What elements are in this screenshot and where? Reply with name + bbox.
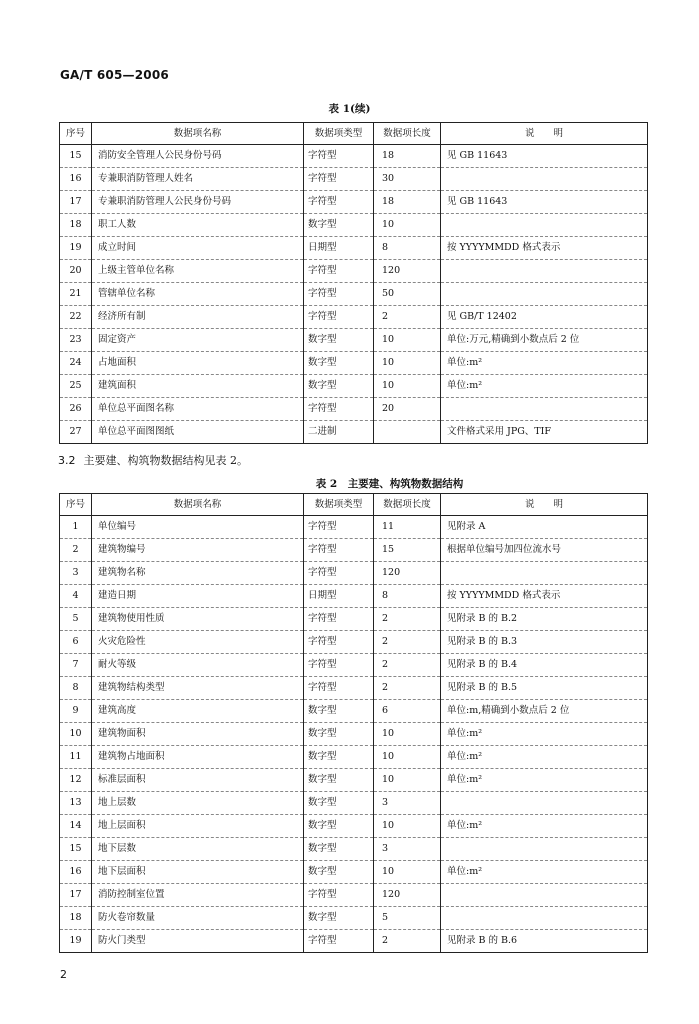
description-cell: 单位:m²	[441, 723, 648, 746]
table-row	[60, 168, 648, 191]
field-name-cell: 单位总平面图名称	[92, 398, 304, 421]
description-cell: 按 YYYYMMDD 格式表示	[441, 585, 648, 608]
field-length-cell: 30	[374, 168, 441, 191]
section-number: 3.2	[58, 454, 76, 467]
description-cell: 见 GB/T 12402	[441, 306, 648, 329]
description-cell	[441, 562, 648, 585]
row-number-cell: 10	[60, 723, 92, 746]
field-type-cell: 数字型	[304, 815, 374, 838]
standard-number: GA/T 605—2006	[60, 68, 169, 82]
table-row	[60, 375, 648, 398]
row-number-cell: 19	[60, 237, 92, 260]
field-name-cell: 单位总平面图图纸	[92, 421, 304, 444]
row-number-cell: 20	[60, 260, 92, 283]
table-row	[60, 677, 648, 700]
row-number-cell: 1	[60, 516, 92, 539]
field-type-cell: 数字型	[304, 352, 374, 375]
field-type-cell: 数字型	[304, 214, 374, 237]
table-row	[60, 283, 648, 306]
table1-caption: 表 1(续)	[328, 103, 371, 115]
table-row	[60, 907, 648, 930]
field-name-cell: 建筑物结构类型	[92, 677, 304, 700]
row-number-cell: 12	[60, 769, 92, 792]
field-name-cell: 建筑物占地面积	[92, 746, 304, 769]
table-row	[60, 700, 648, 723]
field-type-cell: 数字型	[304, 329, 374, 352]
row-number-cell: 18	[60, 907, 92, 930]
field-type-cell: 字符型	[304, 930, 374, 953]
field-length-cell: 10	[374, 352, 441, 375]
field-length-cell: 10	[374, 769, 441, 792]
table-row	[60, 145, 648, 168]
field-name-cell: 占地面积	[92, 352, 304, 375]
field-length-cell: 18	[374, 145, 441, 168]
field-name-cell: 管辖单位名称	[92, 283, 304, 306]
row-number-cell: 16	[60, 168, 92, 191]
field-length-cell: 11	[374, 516, 441, 539]
description-cell: 单位:m²	[441, 375, 648, 398]
field-type-cell: 字符型	[304, 562, 374, 585]
column-header: 序号	[60, 123, 92, 145]
table-row	[60, 260, 648, 283]
description-cell: 见附录 A	[441, 516, 648, 539]
field-length-cell: 10	[374, 214, 441, 237]
table-row	[60, 815, 648, 838]
table-row	[60, 654, 648, 677]
table-row	[60, 884, 648, 907]
row-number-cell: 17	[60, 191, 92, 214]
row-number-cell: 16	[60, 861, 92, 884]
field-name-cell: 防火门类型	[92, 930, 304, 953]
description-cell	[441, 168, 648, 191]
field-length-cell: 18	[374, 191, 441, 214]
row-number-cell: 6	[60, 631, 92, 654]
table-row	[60, 746, 648, 769]
table-row	[60, 769, 648, 792]
field-type-cell: 日期型	[304, 237, 374, 260]
column-header: 序号	[60, 494, 92, 516]
description-cell: 见附录 B 的 B.4	[441, 654, 648, 677]
field-type-cell: 字符型	[304, 884, 374, 907]
field-name-cell: 防火卷帘数量	[92, 907, 304, 930]
field-type-cell: 数字型	[304, 861, 374, 884]
field-name-cell: 建筑物使用性质	[92, 608, 304, 631]
row-number-cell: 13	[60, 792, 92, 815]
field-name-cell: 建筑高度	[92, 700, 304, 723]
field-name-cell: 地上层数	[92, 792, 304, 815]
field-length-cell: 3	[374, 792, 441, 815]
row-number-cell: 19	[60, 930, 92, 953]
row-number-cell: 17	[60, 884, 92, 907]
field-length-cell: 10	[374, 815, 441, 838]
field-name-cell: 单位编号	[92, 516, 304, 539]
description-cell: 根据单位编号加四位流水号	[441, 539, 648, 562]
field-length-cell: 5	[374, 907, 441, 930]
description-cell	[441, 792, 648, 815]
field-length-cell: 10	[374, 746, 441, 769]
description-cell: 单位:m²	[441, 861, 648, 884]
row-number-cell: 27	[60, 421, 92, 444]
column-header: 数据项名称	[92, 494, 304, 516]
column-header: 数据项长度	[374, 123, 441, 145]
field-name-cell: 地上层面积	[92, 815, 304, 838]
field-name-cell: 消防安全管理人公民身份号码	[92, 145, 304, 168]
field-length-cell: 15	[374, 539, 441, 562]
field-length-cell: 50	[374, 283, 441, 306]
field-type-cell: 字符型	[304, 608, 374, 631]
section-text	[58, 452, 248, 468]
field-type-cell: 字符型	[304, 631, 374, 654]
description-cell: 见附录 B 的 B.3	[441, 631, 648, 654]
field-name-cell: 经济所有制	[92, 306, 304, 329]
row-number-cell: 26	[60, 398, 92, 421]
row-number-cell: 18	[60, 214, 92, 237]
field-name-cell: 消防控制室位置	[92, 884, 304, 907]
row-number-cell: 22	[60, 306, 92, 329]
table-row	[60, 930, 648, 953]
table-row	[60, 539, 648, 562]
field-length-cell: 8	[374, 585, 441, 608]
row-number-cell: 2	[60, 539, 92, 562]
description-cell	[441, 838, 648, 861]
field-type-cell: 字符型	[304, 516, 374, 539]
field-name-cell: 建筑物面积	[92, 723, 304, 746]
description-cell: 见 GB 11643	[441, 191, 648, 214]
column-header: 说 明	[441, 494, 648, 516]
row-number-cell: 9	[60, 700, 92, 723]
table-row	[60, 723, 648, 746]
table-row	[60, 237, 648, 260]
field-length-cell: 2	[374, 306, 441, 329]
row-number-cell: 3	[60, 562, 92, 585]
table-row	[60, 352, 648, 375]
row-number-cell: 24	[60, 352, 92, 375]
table-header-row	[60, 494, 648, 516]
row-number-cell: 11	[60, 746, 92, 769]
row-number-cell: 15	[60, 838, 92, 861]
row-number-cell: 7	[60, 654, 92, 677]
table-header-row	[60, 123, 648, 145]
description-cell: 单位:m²	[441, 769, 648, 792]
table-row	[60, 421, 648, 444]
field-length-cell: 8	[374, 237, 441, 260]
field-length-cell: 10	[374, 375, 441, 398]
field-name-cell: 地下层数	[92, 838, 304, 861]
field-type-cell: 数字型	[304, 792, 374, 815]
field-type-cell: 日期型	[304, 585, 374, 608]
row-number-cell: 5	[60, 608, 92, 631]
field-type-cell: 字符型	[304, 654, 374, 677]
description-cell	[441, 398, 648, 421]
field-length-cell: 2	[374, 631, 441, 654]
table-row	[60, 585, 648, 608]
field-name-cell: 耐火等级	[92, 654, 304, 677]
field-length-cell: 120	[374, 562, 441, 585]
field-type-cell: 字符型	[304, 677, 374, 700]
field-length-cell: 6	[374, 700, 441, 723]
field-type-cell: 二进制	[304, 421, 374, 444]
field-name-cell: 建筑物编号	[92, 539, 304, 562]
field-length-cell: 2	[374, 677, 441, 700]
field-name-cell: 固定资产	[92, 329, 304, 352]
description-cell: 文件格式采用 JPG、TIF	[441, 421, 648, 444]
description-cell: 单位:m²	[441, 746, 648, 769]
row-number-cell: 8	[60, 677, 92, 700]
description-cell	[441, 283, 648, 306]
row-number-cell: 23	[60, 329, 92, 352]
description-cell: 见附录 B 的 B.2	[441, 608, 648, 631]
table-row	[60, 608, 648, 631]
description-cell	[441, 214, 648, 237]
field-type-cell: 数字型	[304, 746, 374, 769]
field-name-cell: 地下层面积	[92, 861, 304, 884]
field-name-cell: 标准层面积	[92, 769, 304, 792]
table-row	[60, 516, 648, 539]
field-name-cell: 建造日期	[92, 585, 304, 608]
description-cell: 按 YYYYMMDD 格式表示	[441, 237, 648, 260]
table1	[59, 122, 648, 444]
column-header: 数据项类型	[304, 494, 374, 516]
field-type-cell: 字符型	[304, 283, 374, 306]
table-row	[60, 562, 648, 585]
row-number-cell: 21	[60, 283, 92, 306]
column-header: 说 明	[441, 123, 648, 145]
table-row	[60, 861, 648, 884]
field-type-cell: 字符型	[304, 191, 374, 214]
field-name-cell: 火灾危险性	[92, 631, 304, 654]
table-row	[60, 792, 648, 815]
table-row	[60, 838, 648, 861]
field-name-cell: 专兼职消防管理人姓名	[92, 168, 304, 191]
description-cell: 单位:m²	[441, 815, 648, 838]
field-length-cell: 2	[374, 930, 441, 953]
table-row	[60, 631, 648, 654]
row-number-cell: 14	[60, 815, 92, 838]
field-name-cell: 职工人数	[92, 214, 304, 237]
column-header: 数据项长度	[374, 494, 441, 516]
field-length-cell	[374, 421, 441, 444]
table2	[59, 493, 648, 953]
field-type-cell: 字符型	[304, 539, 374, 562]
field-type-cell: 数字型	[304, 907, 374, 930]
description-cell: 见附录 B 的 B.5	[441, 677, 648, 700]
description-cell: 单位:m²	[441, 352, 648, 375]
description-cell	[441, 907, 648, 930]
field-length-cell: 10	[374, 329, 441, 352]
table2-caption: 表 2 主要建、构筑物数据结构	[315, 478, 464, 490]
page-number: 2	[60, 968, 67, 981]
section-body: 主要建、构筑物数据结构见表 2。	[83, 454, 248, 467]
description-cell: 单位:m,精确到小数点后 2 位	[441, 700, 648, 723]
field-type-cell: 数字型	[304, 769, 374, 792]
table-row	[60, 329, 648, 352]
field-type-cell: 字符型	[304, 145, 374, 168]
table-row	[60, 191, 648, 214]
table-row	[60, 214, 648, 237]
description-cell: 见 GB 11643	[441, 145, 648, 168]
field-name-cell: 上级主管单位名称	[92, 260, 304, 283]
table-row	[60, 398, 648, 421]
field-name-cell: 建筑物名称	[92, 562, 304, 585]
field-length-cell: 3	[374, 838, 441, 861]
field-type-cell: 数字型	[304, 375, 374, 398]
field-type-cell: 字符型	[304, 306, 374, 329]
field-type-cell: 字符型	[304, 398, 374, 421]
column-header: 数据项名称	[92, 123, 304, 145]
field-length-cell: 120	[374, 884, 441, 907]
description-cell: 单位:万元,精确到小数点后 2 位	[441, 329, 648, 352]
column-header: 数据项类型	[304, 123, 374, 145]
field-type-cell: 数字型	[304, 838, 374, 861]
field-length-cell: 120	[374, 260, 441, 283]
description-cell	[441, 260, 648, 283]
row-number-cell: 4	[60, 585, 92, 608]
field-type-cell: 数字型	[304, 700, 374, 723]
table-row	[60, 306, 648, 329]
field-length-cell: 2	[374, 654, 441, 677]
row-number-cell: 25	[60, 375, 92, 398]
field-length-cell: 2	[374, 608, 441, 631]
description-cell	[441, 884, 648, 907]
field-name-cell: 建筑面积	[92, 375, 304, 398]
field-name-cell: 专兼职消防管理人公民身份号码	[92, 191, 304, 214]
field-type-cell: 字符型	[304, 168, 374, 191]
field-length-cell: 20	[374, 398, 441, 421]
field-type-cell: 字符型	[304, 260, 374, 283]
field-name-cell: 成立时间	[92, 237, 304, 260]
row-number-cell: 15	[60, 145, 92, 168]
description-cell: 见附录 B 的 B.6	[441, 930, 648, 953]
field-length-cell: 10	[374, 723, 441, 746]
field-length-cell: 10	[374, 861, 441, 884]
field-type-cell: 数字型	[304, 723, 374, 746]
